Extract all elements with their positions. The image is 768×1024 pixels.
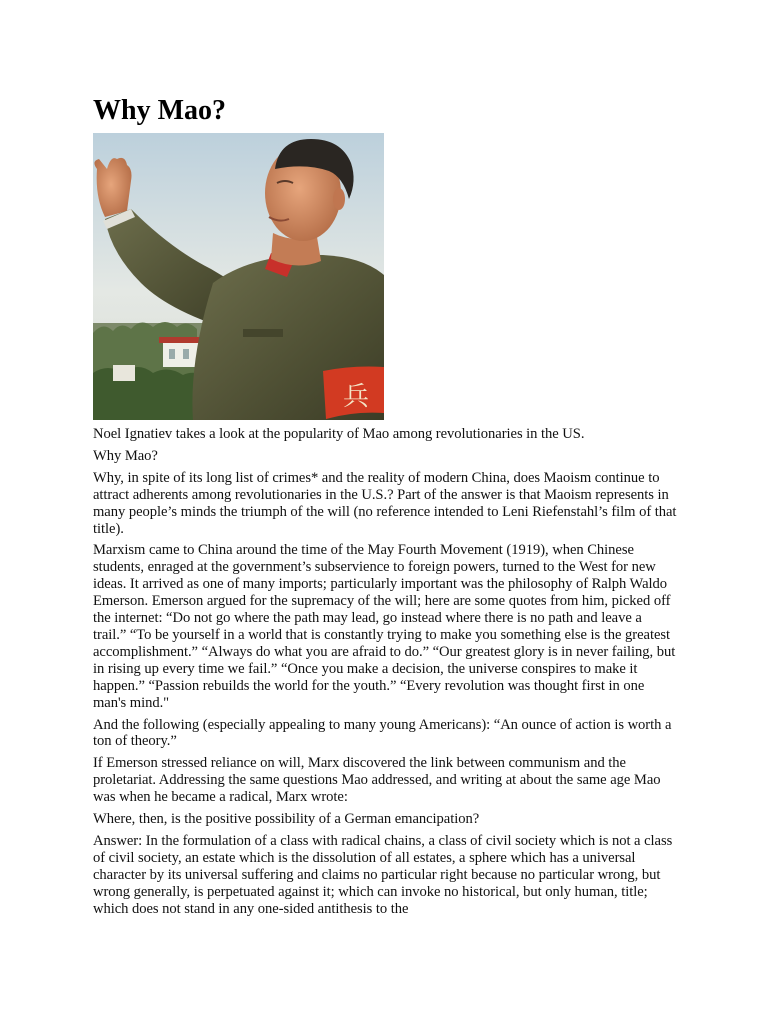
paragraph-subheading: Why Mao? xyxy=(93,447,158,464)
paragraph: Why, in spite of its long list of crimes* and the reality of modern China, does Maoism continue to attract adherents among revolutionaries in the U.S.? Part of the answer is that Maoism represents in many people’s minds the triumph of the will (no reference intended to Leni Riefenstahl’s film of that title). xyxy=(93,469,677,537)
article-title: Why Mao? xyxy=(93,95,226,126)
paragraph-intro: Noel Ignatiev takes a look at the popularity of Mao among revolutionaries in the US. xyxy=(93,426,585,442)
article-body xyxy=(93,426,678,917)
mao-portrait-photo xyxy=(93,133,384,420)
armband-glyph: 兵 xyxy=(343,382,370,412)
paragraph: Marxism came to China around the time of the May Fourth Movement (1919), when Chinese students, enraged at the government’s subservience to foreign powers, turned to the West for new ideas. It arrived as one of many imports; particularly important was the philosophy of Ralph Waldo Emerson. Emerson argued for the supremacy of the will; here are some quotes from him, picked off the internet: “Do not go where the path may lead, go instead where there is no path and leave a trail.” “To be yourself in a world that is constantly trying to make you something else is the greatest accomplishment.” “Always do what you are afraid to do.” “Our greatest glory is in never failing, but in rising up every time we fail.” “Once you make a decision, the universe conspires to make it happen.” “Passion rebuilds the world for the youth.” “Every revolution was thought first in one man's mind." xyxy=(93,542,676,711)
paragraph: If Emerson stressed reliance on will, Marx discovered the link between communism and the proletariat. Addressing the same questions Mao addressed, and writing at about the same age Mao was when he became a radical, Marx wrote: xyxy=(93,755,661,806)
paragraph: Where, then, is the positive possibility of a German emancipation? xyxy=(93,811,480,828)
article xyxy=(93,94,678,922)
paragraph: And the following (especially appealing to many young Americans): “An ounce of action is worth a ton of theory.” xyxy=(93,716,672,750)
paragraph: Answer: In the formulation of a class with radical chains, a class of civil society which is not a class of civil society, an estate which is the dissolution of all estates, a sphere which has a universal character by its universal suffering and claims no particular right because no particular wrong, but wrong generally, is perpetuated against it; which can invoke no historical, but only human, title; which does not stand in any one-sided antithesis to the xyxy=(93,832,673,917)
